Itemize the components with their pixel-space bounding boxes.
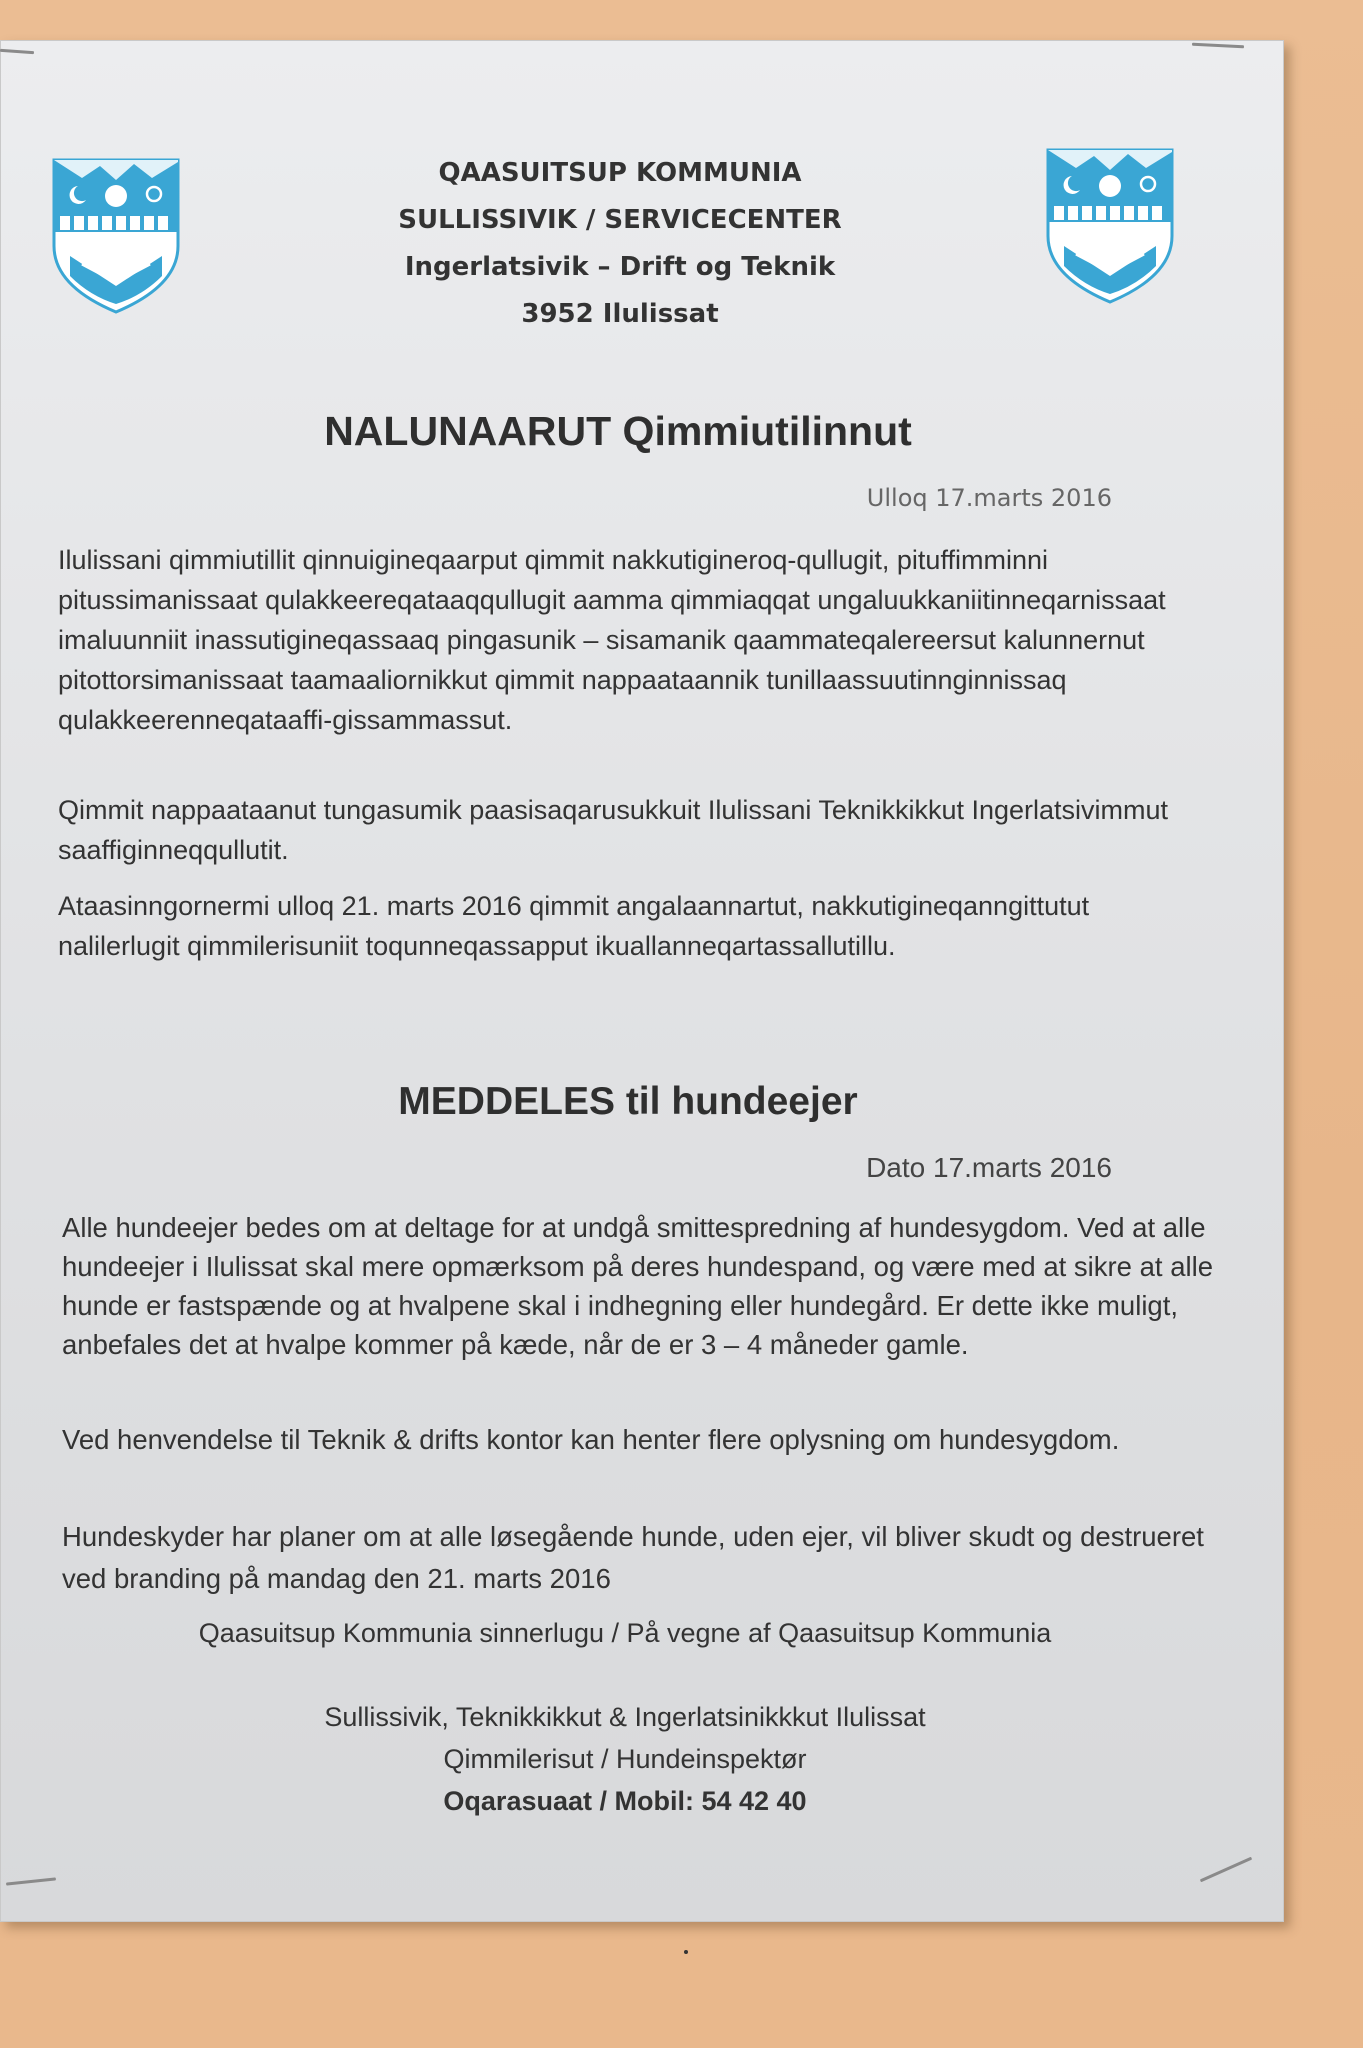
footer-phone: Oqarasuaat / Mobil: 54 42 40 [443,1786,807,1816]
letterhead [300,150,940,338]
danish-paragraph-3: Hundeskyder har planer om at alle løsegående hunde, uden ejer, vil bliver skudt og destrueret ved branding på mandag den 21. marts 2016 [62,1521,1204,1594]
footer-role: Qimmilerisut / Hundeinspektør [443,1744,807,1774]
municipal-crest-icon-right [1046,146,1174,306]
greenlandic-title: NALUNAARUT Qimmiutilinnut [324,408,912,454]
danish-title: MEDDELES til hundeejer [398,1080,858,1123]
letterhead-department: Ingerlatsivik – Drift og Teknik [404,252,836,282]
letterhead-municipality: QAASUITSUP KOMMUNIA [438,158,802,188]
danish-paragraph-1: Alle hundeejer bedes om at deltage for at undgå smittespredning af hundesygdom. Ved at alle hundeejer i Ilulissat skal mere opmærksom på deres hundespand, og være med at sikre at alle hunde er fastspænde og at hvalpene skal i indhegning eller hundegård. Er dette ikke muligt, anbefales det at hvalpe kommer på kæde, når de er 3 – 4 måneder gamle. [62,1212,1213,1360]
greenlandic-date: Ulloq 17.marts 2016 [866,484,1112,512]
wall-mark [684,1950,688,1954]
footer-office: Sullissivik, Teknikkikkut & Ingerlatsinikkkut Ilulissat [324,1702,926,1732]
greenlandic-paragraph-1: Ilulissani qimmiutillit qinnuigineqaarput qimmit nakkutigineroq-qullugit, pituffimminni pitussimanissaat qulakkeereqataaqqullugit aamma qimmiaqqat ungaluukkaniitinneqarnissaat imaluunniit inassutigineqassaaq pingasunik – sisamanik qaammateqalereersut kalunnernut pitottorsimanissaat taamaaliornikkut qimmit nappaataannik tunillaassuutinnginnissaq qulakkeerenneqataaffi-gissammassut. [58,545,1166,735]
municipal-crest-icon-left [52,156,180,316]
greenlandic-paragraph-2: Qimmit nappaataanut tungasumik paasisaqarusukkuit Ilulissani Teknikkikkut Ingerlatsivimmut saaffiginneqqullutit. [58,795,1169,865]
danish-date: Dato 17.marts 2016 [866,1152,1112,1183]
letterhead-address: 3952 Ilulissat [521,299,719,329]
danish-paragraph-2: Ved henvendelse til Teknik & drifts kontor kan henter flere oplysning om hundesygdom. [62,1424,1120,1455]
greenlandic-paragraph-3: Ataasinngornermi ulloq 21. marts 2016 qimmit angalaannartut, nakkutigineqanngittutut nalilerlugit qimmilerisuniit toqunneqassapput ikuallanneqartassallutillu. [58,891,1090,961]
letterhead-servicecenter: SULLISSIVIK / SERVICECENTER [398,205,842,235]
signature-line: Qaasuitsup Kommunia sinnerlugu / På vegne af Qaasuitsup Kommunia [198,1618,1052,1648]
